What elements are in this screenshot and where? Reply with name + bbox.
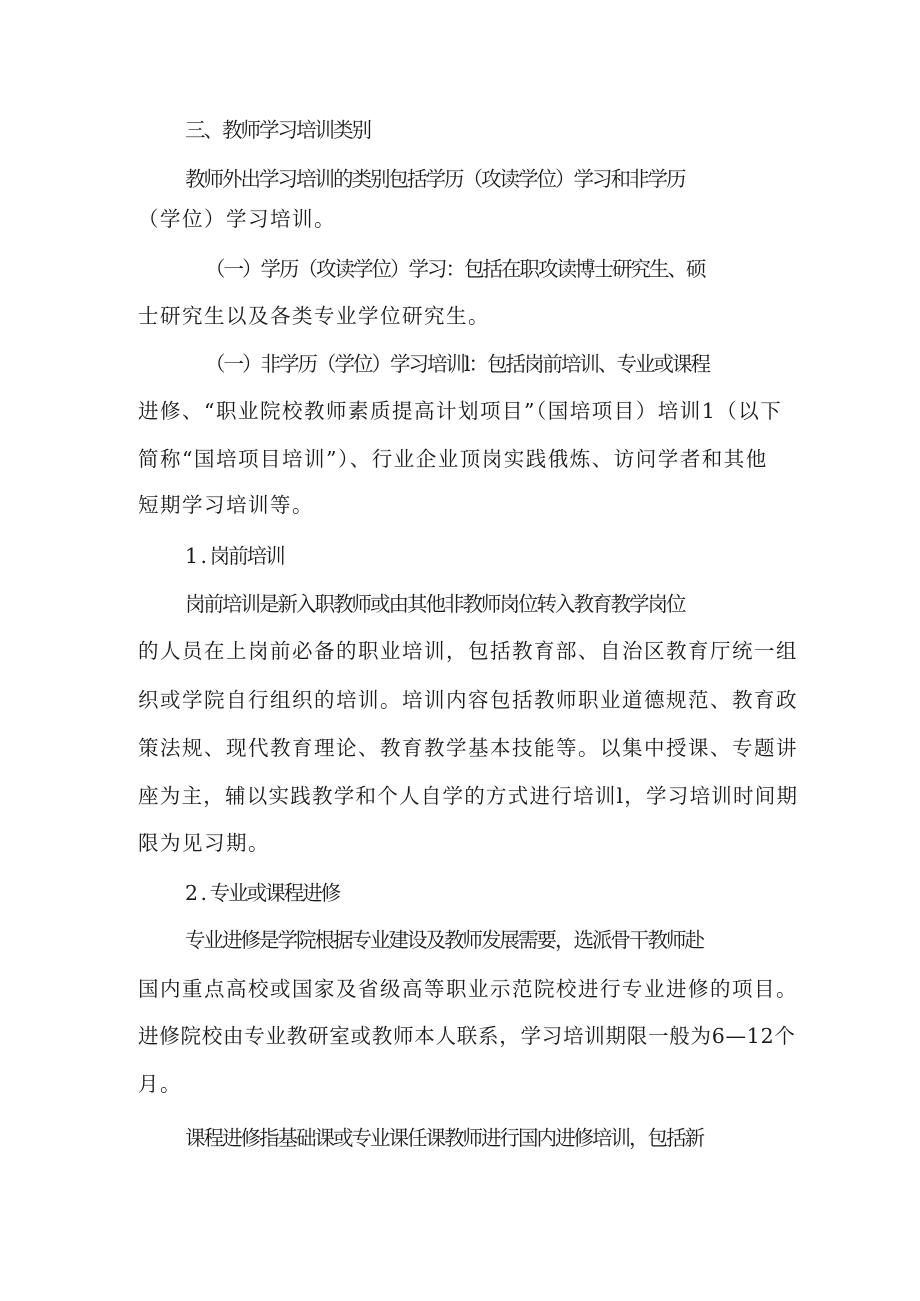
subheading: 1 . 岗前培训: [185, 544, 284, 568]
paragraph-line: 短期学习培训等。: [138, 493, 314, 517]
section-heading: 三、教师学习培训类别: [185, 118, 370, 142]
paragraph-line: （学位）学习培训。: [138, 207, 336, 231]
paragraph-line: 专业进修是学院根据专业建设及教师发展需要，选派骨干教师赴: [185, 928, 703, 952]
paragraph-line: 教师外出学习培训的类别包括学历（攻读学位）学习和非学历: [185, 167, 685, 191]
paragraph-line: 进修、“职业院校教师素质提高计划项目”（国培项目）培训1（以下: [138, 399, 783, 423]
paragraph-line: （一）学历（攻读学位）学习：包括在职攻读博士研究生、硕: [205, 257, 705, 281]
paragraph-line: 进修院校由专业教研室或教师本人联系，学习培训期限一般为6—12个: [138, 1024, 796, 1048]
paragraph-line: 策法规、现代教育理论、教育教学基本技能等。以集中授课、专题讲: [138, 736, 798, 760]
subheading: 2 . 专业或课程进修: [185, 881, 340, 905]
paragraph-line: 士研究生以及各类专业学位研究生。: [138, 304, 490, 328]
paragraph-line: 座为主，辅以实践教学和个人自学的方式进行培训l，学习培训时间期: [138, 784, 799, 808]
paragraph-line: 国内重点高校或国家及省级高等职业示范院校进行专业进修的项目。: [138, 977, 798, 1001]
paragraph-line: 织或学院自行组织的培训。培训内容包括教师职业道德规范、教育政: [138, 688, 798, 712]
paragraph-line: （一）非学历（学位）学习培训l：包括岗前培训、专业或课程: [205, 352, 710, 376]
paragraph-line: 限为见习期。: [138, 831, 270, 855]
paragraph-line: 的人员在上岗前必备的职业培训，包括教育部、自治区教育厅统一组: [138, 639, 798, 663]
paragraph-line: 月。: [138, 1072, 182, 1096]
paragraph-line: 课程进修指基础课或专业课任课教师进行国内进修培训，包括新: [185, 1126, 703, 1150]
paragraph-line: 岗前培训是新入职教师或由其他非教师岗位转入教育教学岗位: [185, 592, 685, 616]
paragraph-line: 简称“国培项目培训”）、行业企业顶岗实践俄炼、访问学者和其他: [138, 447, 768, 471]
